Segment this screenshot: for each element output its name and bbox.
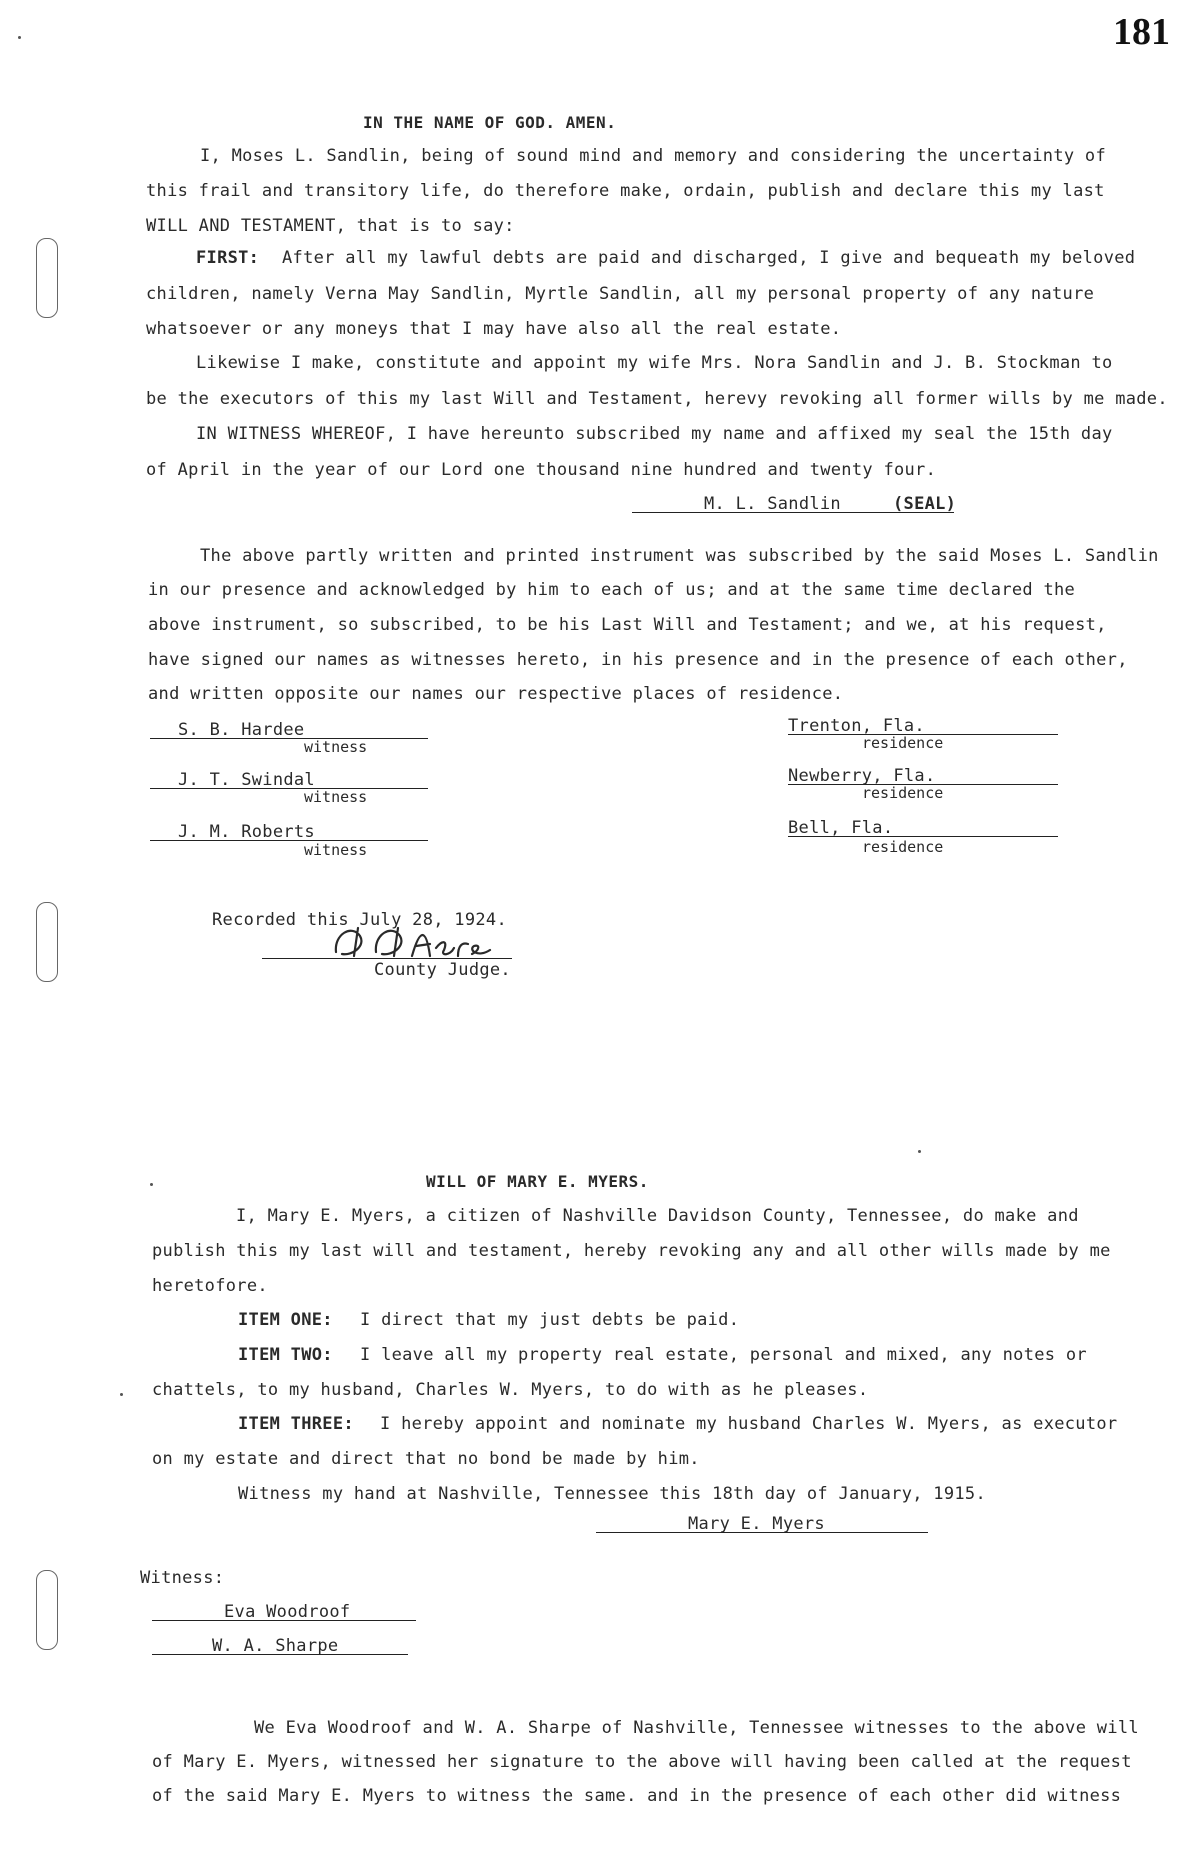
witness-1-name: S. B. Hardee	[178, 720, 305, 740]
will2-signature-line	[596, 1532, 928, 1533]
will2-line-9: Witness my hand at Nashville, Tennessee this 18th day of January, 1915.	[238, 1484, 986, 1504]
witness-2-name: J. T. Swindal	[178, 770, 315, 790]
witness-2-role: witness	[304, 788, 368, 806]
will2-line-3: heretofore.	[152, 1276, 268, 1296]
will2-heading: WILL OF MARY E. MYERS.	[426, 1172, 649, 1191]
witness-3-line	[150, 840, 428, 841]
will2-line-6: chattels, to my husband, Charles W. Myers, to do with as he pleases.	[152, 1380, 869, 1400]
item-two-label: ITEM TWO:	[238, 1345, 333, 1365]
closing-line-1: We Eva Woodroof and W. A. Sharpe of Nashville, Tennessee witnesses to the above will	[254, 1718, 1139, 1738]
attestation-line-3: above instrument, so subscribed, to be his Last Will and Testament; and we, at his request,	[148, 615, 1107, 635]
will2-witness-1-line	[152, 1620, 416, 1621]
recorded-note: Recorded this July 28, 1924.	[212, 910, 507, 930]
punch-hole-middle	[36, 902, 58, 982]
witness-3-residence-label: residence	[862, 838, 944, 856]
will1-signature: M. L. Sandlin	[704, 494, 841, 514]
punch-hole-bottom	[36, 1570, 58, 1650]
witness-2-residence-label: residence	[862, 784, 944, 802]
will2-signature: Mary E. Myers	[688, 1514, 825, 1534]
witness-3-name: J. M. Roberts	[178, 822, 315, 842]
will1-line-7: Likewise I make, constitute and appoint my wife Mrs. Nora Sandlin and J. B. Stockman to	[196, 353, 1113, 373]
witness-3-residence-line	[788, 836, 1058, 837]
will1-line-6: whatsoever or any moneys that I may have also all the real estate.	[146, 319, 842, 339]
will1-line-10: of April in the year of our Lord one thousand nine hundred and twenty four.	[146, 460, 937, 480]
witness-1-line	[150, 738, 428, 739]
will2-line-4: I direct that my just debts be paid.	[360, 1310, 740, 1330]
closing-line-2: of Mary E. Myers, witnessed her signature to the above will having been called at the request	[152, 1752, 1132, 1772]
item-one-label: ITEM ONE:	[238, 1310, 333, 1330]
witness-2-line	[150, 788, 428, 789]
attestation-line-5: and written opposite our names our respective places of residence.	[148, 684, 844, 704]
will1-first-label: FIRST:	[196, 248, 260, 268]
will1-line-9: IN WITNESS WHEREOF, I have hereunto subscribed my name and affixed my seal the 15th day	[196, 424, 1113, 444]
witness-1-role: witness	[304, 738, 368, 756]
will1-line-2: this frail and transitory life, do therefore make, ordain, publish and declare this my last	[146, 181, 1105, 201]
will1-line-1: I, Moses L. Sandlin, being of sound mind and memory and considering the uncertainty of	[200, 146, 1106, 166]
witness-2-residence: Newberry, Fla.	[788, 766, 936, 786]
will1-line-5: children, namely Verna May Sandlin, Myrtle Sandlin, all my personal property of any nature	[146, 284, 1095, 304]
will2-line-7: I hereby appoint and nominate my husband Charles W. Myers, as executor	[380, 1414, 1118, 1434]
attestation-line-4: have signed our names as witnesses hereto, in his presence and in the presence of each other,	[148, 650, 1128, 670]
punch-hole-top	[36, 238, 58, 318]
will1-seal: (SEAL)	[893, 494, 957, 514]
witness-1-residence-label: residence	[862, 734, 944, 752]
attestation-line-1: The above partly written and printed instrument was subscribed by the said Moses L. Sandlin	[200, 546, 1159, 566]
judge-signature-line	[262, 958, 512, 959]
page-number: 181	[1113, 11, 1170, 53]
will2-line-5: I leave all my property real estate, personal and mixed, any notes or	[360, 1345, 1087, 1365]
will1-heading: IN THE NAME OF GOD. AMEN.	[363, 113, 617, 132]
will2-line-1: I, Mary E. Myers, a citizen of Nashville Davidson County, Tennessee, do make and	[236, 1206, 1079, 1226]
will2-line-8: on my estate and direct that no bond be made by him.	[152, 1449, 700, 1469]
will2-witness-2: W. A. Sharpe	[212, 1636, 339, 1656]
judge-title: County Judge.	[374, 960, 511, 980]
attestation-line-2: in our presence and acknowledged by him to each of us; and at the same time declared the	[148, 580, 1076, 600]
witness-3-role: witness	[304, 841, 368, 859]
will2-witness-2-line	[152, 1654, 408, 1655]
closing-line-3: of the said Mary E. Myers to witness the same. and in the presence of each other did witness	[152, 1786, 1122, 1806]
will1-line-8: be the executors of this my last Will and Testament, herevy revoking all former wills by me made.	[146, 389, 1168, 409]
will1-line-4: After all my lawful debts are paid and discharged, I give and bequeath my beloved	[282, 248, 1136, 268]
witness-1-residence: Trenton, Fla.	[788, 716, 925, 736]
witness-3-residence: Bell, Fla.	[788, 818, 894, 838]
will2-witness-1: Eva Woodroof	[224, 1602, 351, 1622]
will2-line-2: publish this my last will and testament, hereby revoking any and all other wills made by me	[152, 1241, 1111, 1261]
will1-line-3: WILL AND TESTAMENT, that is to say:	[146, 216, 515, 236]
item-three-label: ITEM THREE:	[238, 1414, 354, 1434]
will2-witness-label: Witness:	[140, 1568, 225, 1588]
